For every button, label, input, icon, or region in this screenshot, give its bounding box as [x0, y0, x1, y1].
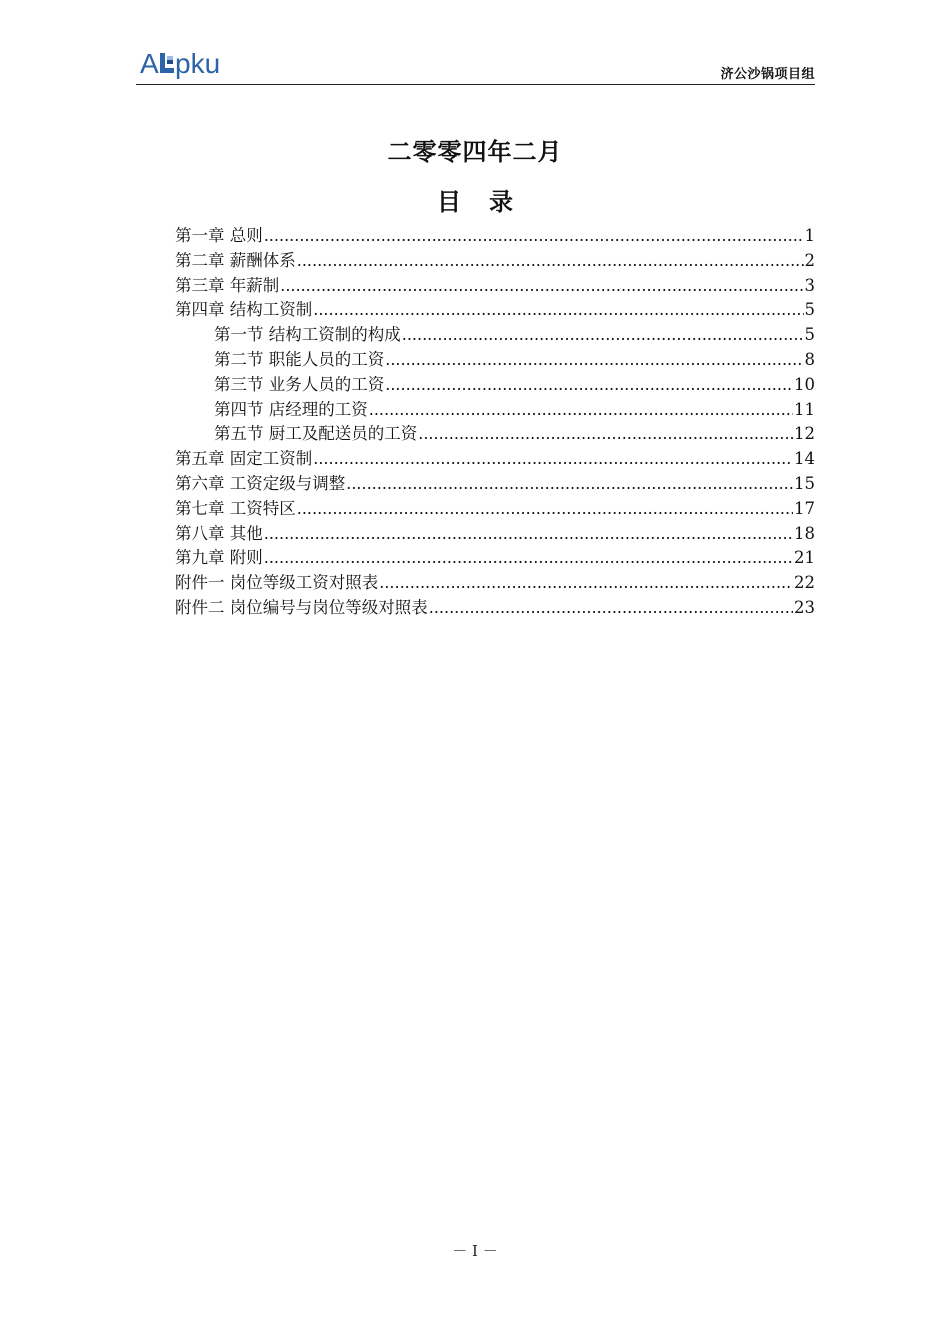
toc-dot-leader — [402, 323, 804, 348]
page-header — [136, 44, 815, 85]
toc-dot-leader — [313, 447, 793, 472]
toc-entry[interactable] — [175, 249, 815, 274]
toc-entry-label: 第九章 附则 — [175, 548, 263, 568]
toc-entry-page: 5 — [804, 325, 815, 345]
toc-entry-page: 12 — [794, 424, 815, 444]
toc-dot-leader — [369, 398, 793, 423]
svg-text:A: A — [140, 48, 159, 79]
toc-entry-label: 附件一 岗位等级工资对照表 — [175, 573, 379, 593]
toc-entry[interactable] — [175, 422, 815, 447]
toc-dot-leader — [385, 348, 803, 373]
toc-entry[interactable] — [175, 348, 815, 373]
toc-entry-page: 18 — [794, 523, 815, 543]
toc-entry[interactable] — [175, 447, 815, 472]
project-group-label: 济公沙锅项目组 — [720, 67, 815, 82]
toc-entry[interactable] — [175, 522, 815, 547]
toc-entry-label: 附件二 岗位编号与岗位等级对照表 — [175, 597, 428, 617]
toc-dot-leader — [385, 373, 793, 398]
toc-dot-leader — [379, 571, 793, 596]
toc-entry-label: 第五节 厨工及配送员的工资 — [214, 424, 418, 444]
toc-entry[interactable] — [175, 472, 815, 497]
toc-dot-leader — [346, 472, 793, 497]
toc-entry-label: 第六章 工资定级与调整 — [175, 473, 346, 493]
toc-dot-leader — [418, 422, 793, 447]
toc-entry[interactable] — [175, 224, 815, 249]
toc-entry-page: 3 — [804, 275, 815, 295]
toc-entry[interactable] — [175, 596, 815, 621]
toc-entry-label: 第二节 职能人员的工资 — [214, 349, 385, 369]
toc-entry-label: 第五章 固定工资制 — [175, 449, 313, 469]
document-date: 二零零四年二月 — [387, 138, 563, 166]
toc-entry-page: 10 — [794, 374, 815, 394]
toc-entry-page: 17 — [794, 498, 815, 518]
table-of-contents — [175, 224, 815, 621]
toc-entry[interactable] — [175, 373, 815, 398]
toc-entry-page: 5 — [804, 300, 815, 320]
toc-dot-leader — [297, 497, 793, 522]
toc-dot-leader — [280, 274, 803, 299]
toc-dot-leader — [264, 522, 793, 547]
toc-entry-page: 8 — [804, 349, 815, 369]
toc-entry[interactable] — [175, 546, 815, 571]
toc-entry-label: 第三章 年薪制 — [175, 275, 280, 295]
toc-dot-leader — [429, 596, 793, 621]
toc-entry-page: 2 — [804, 250, 815, 270]
toc-entry-page: 22 — [794, 573, 815, 593]
svg-text:pku: pku — [175, 48, 221, 79]
toc-dot-leader — [297, 249, 804, 274]
toc-entry-label: 第四章 结构工资制 — [175, 300, 313, 320]
toc-entry-page: 23 — [794, 597, 815, 617]
alpku-logo-icon — [140, 47, 240, 79]
toc-heading: 目录 — [437, 188, 541, 216]
toc-entry-page: 14 — [794, 449, 815, 469]
toc-entry-page: 1 — [804, 226, 815, 245]
toc-entry[interactable] — [175, 298, 815, 323]
toc-entry[interactable] — [175, 497, 815, 522]
toc-entry[interactable] — [175, 323, 815, 348]
toc-dot-leader — [264, 546, 793, 571]
toc-dot-leader — [313, 298, 803, 323]
toc-entry-page: 15 — [794, 473, 815, 493]
toc-entry[interactable] — [175, 571, 815, 596]
toc-entry[interactable] — [175, 398, 815, 423]
toc-dot-leader — [264, 224, 804, 249]
toc-entry-label: 第一章 总则 — [175, 226, 263, 245]
toc-entry-page: 11 — [794, 399, 815, 419]
toc-entry-label: 第八章 其他 — [175, 523, 263, 543]
toc-entry-label: 第二章 薪酬体系 — [175, 250, 296, 270]
toc-entry-label: 第七章 工资特区 — [175, 498, 296, 518]
toc-entry-label: 第四节 店经理的工资 — [214, 399, 368, 419]
alpku-logo — [140, 47, 240, 79]
toc-entry-label: 第三节 业务人员的工资 — [214, 374, 385, 394]
toc-entry-label: 第一节 结构工资制的构成 — [214, 325, 401, 345]
toc-entry[interactable] — [175, 274, 815, 299]
page-number: － I － — [452, 1242, 498, 1260]
toc-entry-page: 21 — [794, 548, 815, 568]
